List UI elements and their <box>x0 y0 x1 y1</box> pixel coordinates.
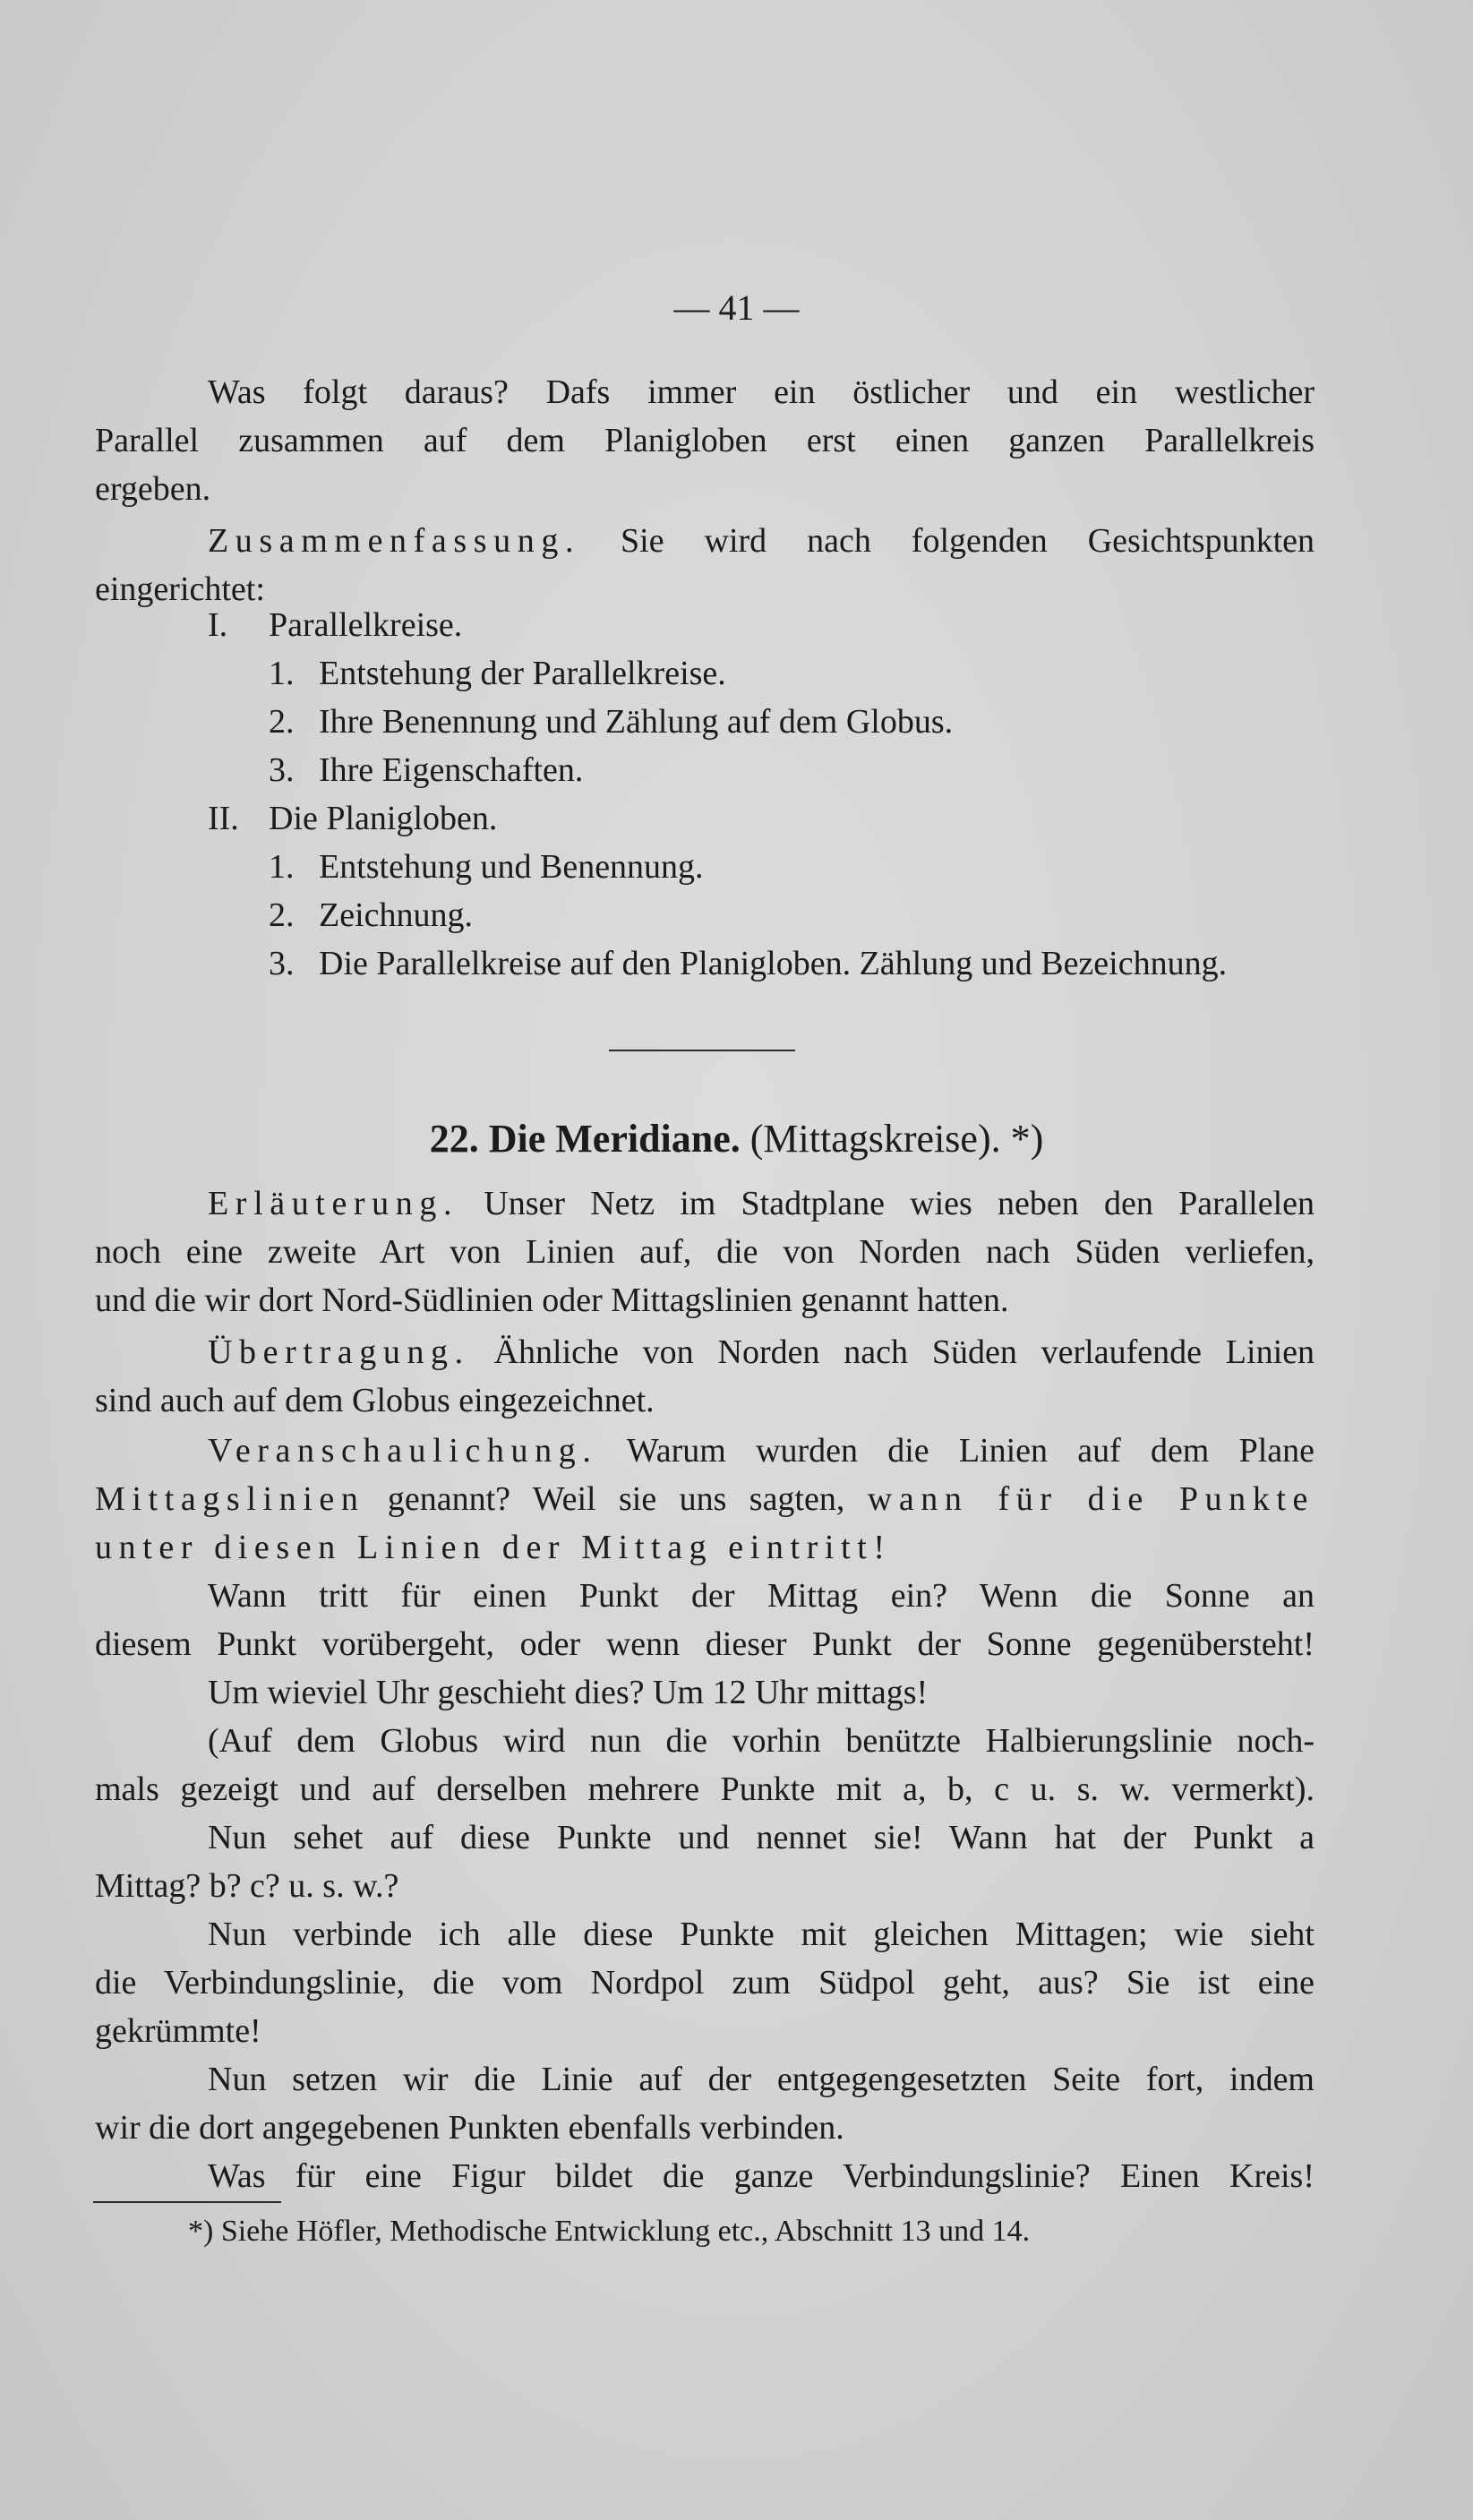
paragraph-line <box>208 1427 1315 1474</box>
text-line: ergeben. <box>95 470 211 508</box>
outline-item-text: Ihre Eigenschaften. <box>319 751 584 789</box>
uebertragung-lead: Übertragung. <box>208 1333 470 1371</box>
outline-title: Parallelkreise. <box>269 606 463 644</box>
summary-line <box>208 518 1315 564</box>
section-title: Die Meridiane. <box>488 1117 741 1161</box>
outline-item-text: Entstehung und Benennung. <box>319 848 704 886</box>
outline-item <box>269 747 1315 793</box>
text-line: Parallel zusammen auf dem Planigloben erst einen ganzen Parallelkreis <box>95 422 1315 459</box>
text-line: Was folgt daraus? Dafs immer ein östlicher und ein westlicher <box>208 373 1315 411</box>
page-number: — 41 — <box>673 287 800 328</box>
paragraph-line: diesem Punkt vorübergeht, oder wenn dieser Punkt der Sonne gegenübersteht! <box>95 1625 1315 1663</box>
paragraph-line: Wann tritt für einen Punkt der Mittag ein? Wenn die Sonne an <box>208 1577 1315 1615</box>
spaced-text: unter diesen Linien der Mittag eintritt! <box>95 1529 892 1566</box>
veranschaulichung-lead: Veranschaulichung. <box>208 1432 598 1470</box>
outline-item <box>269 844 1315 890</box>
outline-item-num: 2. <box>269 896 295 934</box>
footnote: *) Siehe Höfler, Methodische Entwicklung etc., Abschnitt 13 und 14. <box>188 2215 1031 2248</box>
section-divider <box>609 1050 795 1051</box>
erlaeuterung-lead: Erläuterung. <box>208 1185 459 1222</box>
spaced-text: Mittagslinien <box>95 1480 365 1518</box>
outline-item-text: Ihre Benennung und Zählung auf dem Globus. <box>319 703 954 741</box>
outline-label: I. <box>208 606 228 644</box>
paragraph-line: gekrümmte! <box>95 2012 261 2050</box>
footnote-marker: *) <box>1010 1117 1044 1161</box>
paragraph-line: Nun verbinde ich alle diese Punkte mit gleichen Mittagen; wie sieht <box>208 1916 1315 1953</box>
outline-item-text: Zeichnung. <box>319 896 474 934</box>
paragraph-text: Warum wurden die Linien auf dem Plane <box>597 1432 1315 1470</box>
paragraph-line: und die wir dort Nord-Südlinien oder Mittagslinien genannt hatten. <box>95 1281 1009 1319</box>
paragraph-line: Nun setzen wir die Linie auf der entgegengesetzten Seite fort, indem <box>208 2061 1315 2098</box>
outline-item <box>269 940 1315 987</box>
paragraph-line <box>208 1180 1315 1227</box>
paragraph-line <box>208 1329 1315 1376</box>
paragraph-line: Um wieviel Uhr geschieht dies? Um 12 Uhr mittags! <box>208 1674 929 1711</box>
section-heading <box>0 1112 1473 1166</box>
outline-item-num: 1. <box>269 848 295 886</box>
outline-item-num: 1. <box>269 655 295 692</box>
paragraph-line: wir die dort angegebenen Punkten ebenfalls verbinden. <box>95 2109 844 2147</box>
paragraph-line: noch eine zweite Art von Linien auf, die von Norden nach Süden verliefen, <box>95 1233 1315 1271</box>
paragraph-text: genannt? Weil sie uns sagten, <box>364 1480 868 1518</box>
paragraph-line: mals gezeigt und auf derselben mehrere Punkte mit a, b, c u. s. w. vermerkt). <box>95 1770 1315 1808</box>
outline-item-num: 2. <box>269 703 295 741</box>
paragraph-line: Nun sehet auf diese Punkte und nennet sie! Wann hat der Punkt a <box>208 1819 1315 1856</box>
spaced-text: wann für die Punkte <box>867 1480 1315 1518</box>
outline-section-1 <box>208 602 1315 648</box>
outline-item-text: Entstehung der Parallelkreise. <box>319 655 726 692</box>
paragraph-text: Unser Netz im Stadtplane wies neben den Parallelen <box>458 1185 1315 1222</box>
outline-item-num: 3. <box>269 945 295 982</box>
section-subtitle: (Mittagskreise). <box>749 1117 1001 1161</box>
paragraph-line <box>95 1476 1315 1522</box>
paragraph-line: Was für eine Figur bildet die ganze Verbindungslinie? Einen Kreis! <box>208 2157 1315 2195</box>
paragraph-line: die Verbindungslinie, die vom Nordpol zum Südpol geht, aus? Sie ist eine <box>95 1964 1315 2001</box>
text-line: eingerichtet: <box>95 570 265 608</box>
footnote-rule <box>93 2201 281 2203</box>
outline-item <box>269 892 1315 939</box>
outline-section-2 <box>208 795 1315 842</box>
outline-item <box>269 650 1315 697</box>
paragraph-text: Ähnliche von Norden nach Süden verlaufende Linien <box>469 1333 1315 1371</box>
paragraph-line <box>95 1524 1315 1571</box>
paragraph-line: (Auf dem Globus wird nun die vorhin benützte Halbierungslinie noch- <box>208 1722 1315 1760</box>
summary-lead: Zusammenfassung. <box>208 522 581 560</box>
outline-item-num: 3. <box>269 751 295 789</box>
outline-item <box>269 699 1315 745</box>
outline-label: II. <box>208 800 239 837</box>
outline-item-text: Die Parallelkreise auf den Planigloben. Zählung und Bezeichnung. <box>319 945 1228 982</box>
outline-title: Die Planigloben. <box>269 800 498 837</box>
summary-text: Sie wird nach folgenden Gesichtspunkten <box>580 522 1315 560</box>
paragraph-line: sind auch auf dem Globus eingezeichnet. <box>95 1382 655 1419</box>
paragraph-line: Mittag? b? c? u. s. w.? <box>95 1867 399 1905</box>
section-number: 22. <box>429 1117 479 1161</box>
